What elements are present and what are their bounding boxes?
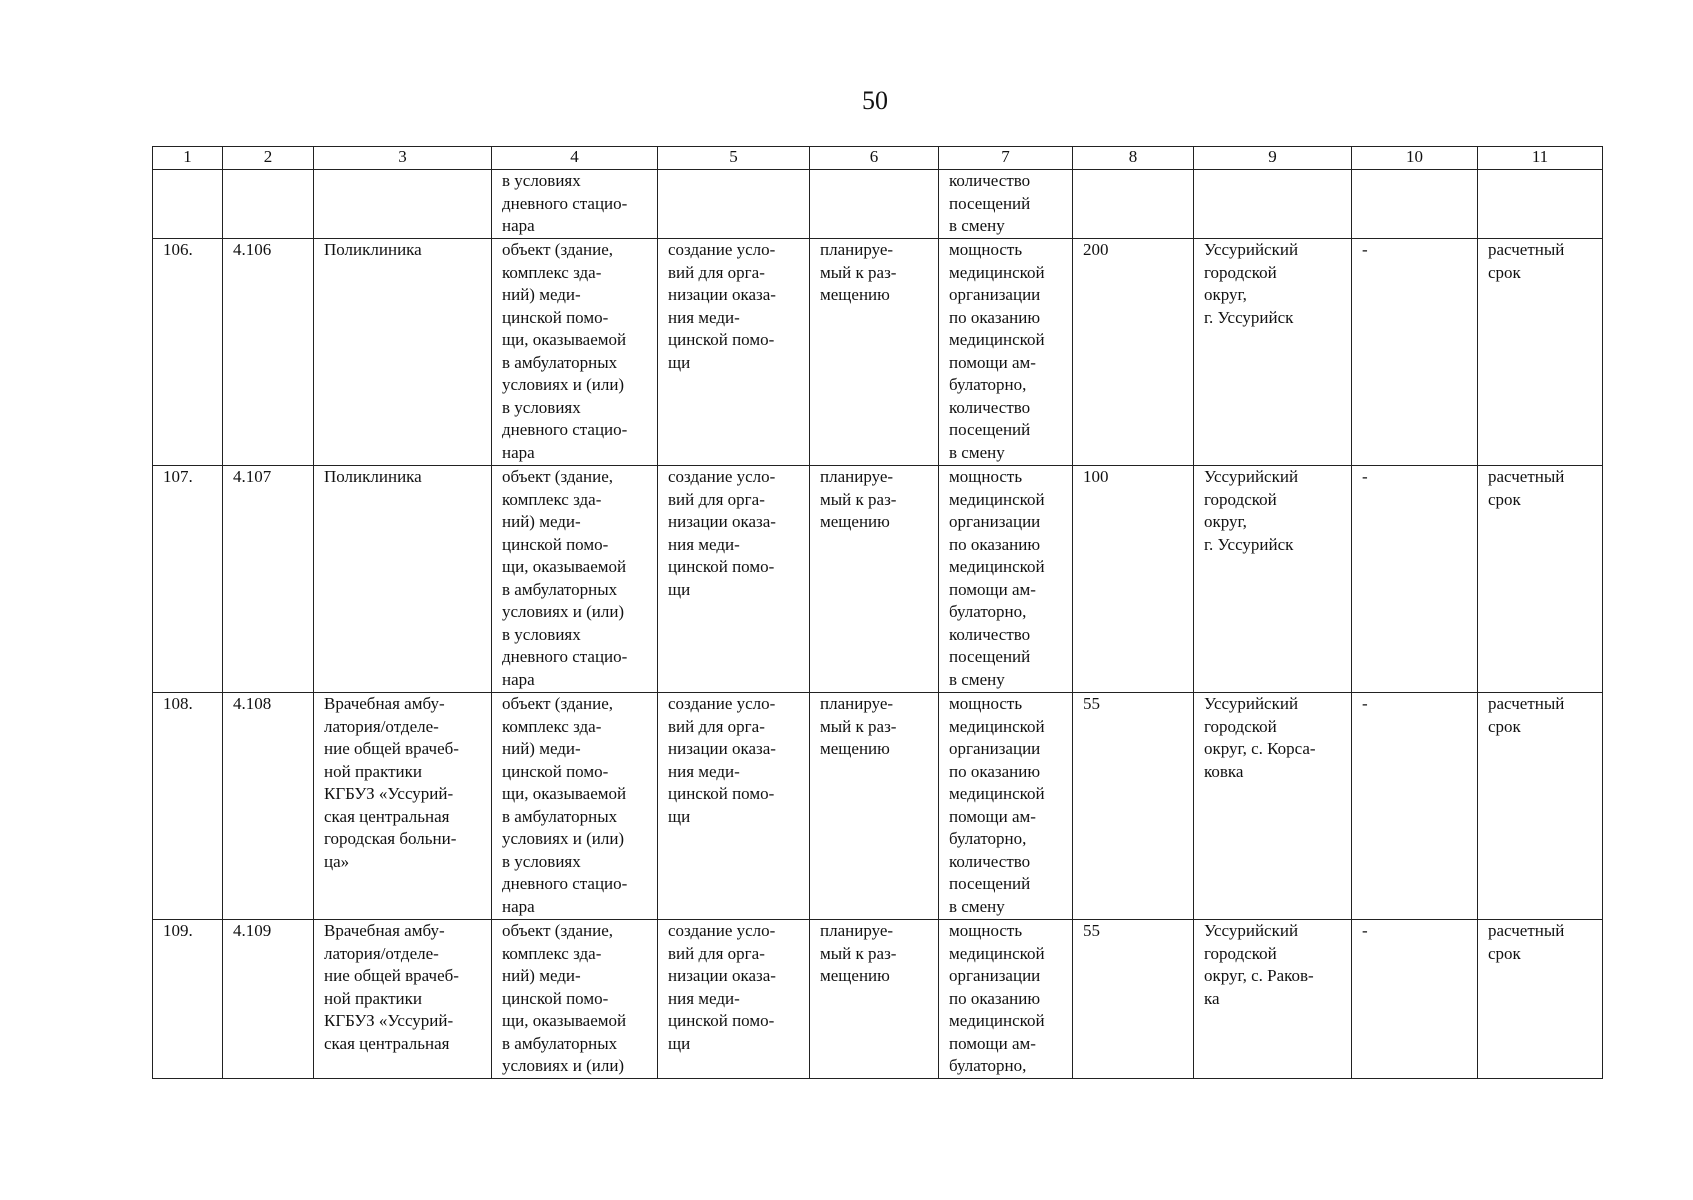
- cell-number: [153, 693, 223, 920]
- table-row-107: [153, 466, 1603, 693]
- cell-text: планируе- мый к раз- мещению: [820, 694, 897, 758]
- cell-name: [314, 920, 492, 1079]
- cell-text: Врачебная амбу- латория/отделе- ние общей врачеб- ной практики КГБУЗ «Уссурий- ская центральная: [324, 921, 459, 1053]
- cell-characteristic: [939, 920, 1073, 1079]
- cell-term: [1478, 920, 1603, 1079]
- column-header: 7: [939, 147, 1073, 170]
- cell-number: [153, 239, 223, 466]
- cell-text: 4.108: [233, 694, 272, 713]
- cell-text: -: [1362, 921, 1368, 940]
- cell-text: 109.: [163, 921, 193, 940]
- column-header: 11: [1478, 147, 1603, 170]
- cell-text: объект (здание, комплекс зда- ний) меди- цинской помо- щи, оказываемой в амбулаторных условиях и (или): [502, 921, 627, 1075]
- cell-text: создание усло- вий для орга- низации оказа- ния меди- цинской помо- щи: [668, 694, 776, 826]
- cell-text: -: [1362, 467, 1368, 486]
- cell-location: [1194, 920, 1352, 1079]
- cell-text: планируе- мый к раз- мещению: [820, 921, 897, 985]
- cell-status: [810, 239, 939, 466]
- cell-text: Уссурийский городской округ, с. Раков- ка: [1204, 921, 1314, 1008]
- cell-text: мощность медицинской организации по оказанию медицинской помощи ам- булаторно, количество посещений в смену: [949, 240, 1045, 462]
- cell-text: объект (здание, комплекс зда- ний) меди- цинской помо- щи, оказываемой в амбулаторных условиях и (или) в условиях дневного стацио- нара: [502, 694, 628, 916]
- cell-text: 200: [1083, 240, 1109, 259]
- cell-location: [1194, 170, 1352, 239]
- cell-name: [314, 170, 492, 239]
- cell-text: мощность медицинской организации по оказанию медицинской помощи ам- булаторно,: [949, 921, 1045, 1075]
- cell-purpose: [658, 693, 810, 920]
- cell-status: [810, 920, 939, 1079]
- cell-text: мощность медицинской организации по оказанию медицинской помощи ам- булаторно, количество посещений в смену: [949, 467, 1045, 689]
- cell-text: планируе- мый к раз- мещению: [820, 467, 897, 531]
- table-row-109: [153, 920, 1603, 1079]
- cell-term: [1478, 239, 1603, 466]
- cell-text: 107.: [163, 467, 193, 486]
- cell-text: 4.109: [233, 921, 272, 940]
- cell-text: -: [1362, 694, 1368, 713]
- cell-name: [314, 466, 492, 693]
- cell-text: расчетный срок: [1488, 240, 1565, 282]
- cell-zone: [1352, 239, 1478, 466]
- cell-text: Врачебная амбу- латория/отделе- ние общей врачеб- ной практики КГБУЗ «Уссурий- ская центральная городская больни- ца»: [324, 694, 459, 871]
- cell-purpose: [658, 466, 810, 693]
- cell-term: [1478, 466, 1603, 693]
- cell-code: [223, 239, 314, 466]
- column-header: 6: [810, 147, 939, 170]
- cell-number: [153, 466, 223, 693]
- column-header: 8: [1073, 147, 1194, 170]
- cell-text: в условиях дневного стацио- нара: [502, 171, 628, 235]
- cell-characteristic: [939, 693, 1073, 920]
- cell-zone: [1352, 170, 1478, 239]
- cell-text: -: [1362, 240, 1368, 259]
- cell-text: создание усло- вий для орга- низации оказа- ния меди- цинской помо- щи: [668, 240, 776, 372]
- table-row-106: [153, 239, 1603, 466]
- cell-text: 4.106: [233, 240, 272, 259]
- cell-characteristic: [939, 170, 1073, 239]
- cell-location: [1194, 239, 1352, 466]
- page-number: 50: [862, 86, 888, 115]
- cell-object-type: [492, 920, 658, 1079]
- cell-text: 106.: [163, 240, 193, 259]
- cell-text: 108.: [163, 694, 193, 713]
- column-header: 3: [314, 147, 492, 170]
- cell-object-type: [492, 466, 658, 693]
- column-number-row: [153, 147, 1603, 170]
- cell-value: [1073, 466, 1194, 693]
- cell-purpose: [658, 170, 810, 239]
- cell-text: Поликлиника: [324, 240, 422, 259]
- cell-characteristic: [939, 239, 1073, 466]
- cell-text: создание усло- вий для орга- низации оказа- ния меди- цинской помо- щи: [668, 467, 776, 599]
- cell-code: [223, 920, 314, 1079]
- table-row-continuation: [153, 170, 1603, 239]
- cell-status: [810, 170, 939, 239]
- cell-characteristic: [939, 466, 1073, 693]
- cell-text: объект (здание, комплекс зда- ний) меди- цинской помо- щи, оказываемой в амбулаторных условиях и (или) в условиях дневного стацио- нара: [502, 467, 628, 689]
- cell-location: [1194, 466, 1352, 693]
- column-header: 4: [492, 147, 658, 170]
- cell-text: Поликлиника: [324, 467, 422, 486]
- cell-purpose: [658, 920, 810, 1079]
- cell-text: 4.107: [233, 467, 272, 486]
- cell-number: [153, 920, 223, 1079]
- cell-object-type: [492, 239, 658, 466]
- table-row-108: [153, 693, 1603, 920]
- column-header: 1: [153, 147, 223, 170]
- cell-text: Уссурийский городской округ, г. Уссурийск: [1204, 240, 1299, 327]
- cell-location: [1194, 693, 1352, 920]
- cell-code: [223, 170, 314, 239]
- cell-object-type: [492, 693, 658, 920]
- cell-purpose: [658, 239, 810, 466]
- cell-text: расчетный срок: [1488, 921, 1565, 963]
- cell-text: планируе- мый к раз- мещению: [820, 240, 897, 304]
- column-header: 2: [223, 147, 314, 170]
- cell-name: [314, 693, 492, 920]
- cell-value: [1073, 170, 1194, 239]
- cell-text: Уссурийский городской округ, г. Уссурийск: [1204, 467, 1299, 554]
- cell-text: расчетный срок: [1488, 467, 1565, 509]
- document-table: [152, 146, 1603, 1079]
- cell-value: [1073, 239, 1194, 466]
- cell-name: [314, 239, 492, 466]
- cell-object-type: [492, 170, 658, 239]
- cell-text: объект (здание, комплекс зда- ний) меди- цинской помо- щи, оказываемой в амбулаторных условиях и (или) в условиях дневного стацио- нара: [502, 240, 628, 462]
- cell-status: [810, 693, 939, 920]
- cell-number: [153, 170, 223, 239]
- cell-code: [223, 693, 314, 920]
- cell-text: 55: [1083, 921, 1100, 940]
- cell-zone: [1352, 920, 1478, 1079]
- cell-status: [810, 466, 939, 693]
- cell-text: мощность медицинской организации по оказанию медицинской помощи ам- булаторно, количество посещений в смену: [949, 694, 1045, 916]
- cell-text: 55: [1083, 694, 1100, 713]
- column-header: 10: [1352, 147, 1478, 170]
- cell-term: [1478, 693, 1603, 920]
- cell-text: создание усло- вий для орга- низации оказа- ния меди- цинской помо- щи: [668, 921, 776, 1053]
- cell-zone: [1352, 693, 1478, 920]
- column-header: 5: [658, 147, 810, 170]
- cell-text: количество посещений в смену: [949, 171, 1031, 235]
- cell-term: [1478, 170, 1603, 239]
- cell-text: расчетный срок: [1488, 694, 1565, 736]
- cell-zone: [1352, 466, 1478, 693]
- cell-text: Уссурийский городской округ, с. Корса- ковка: [1204, 694, 1316, 781]
- cell-value: [1073, 693, 1194, 920]
- cell-text: 100: [1083, 467, 1109, 486]
- column-header: 9: [1194, 147, 1352, 170]
- cell-value: [1073, 920, 1194, 1079]
- cell-code: [223, 466, 314, 693]
